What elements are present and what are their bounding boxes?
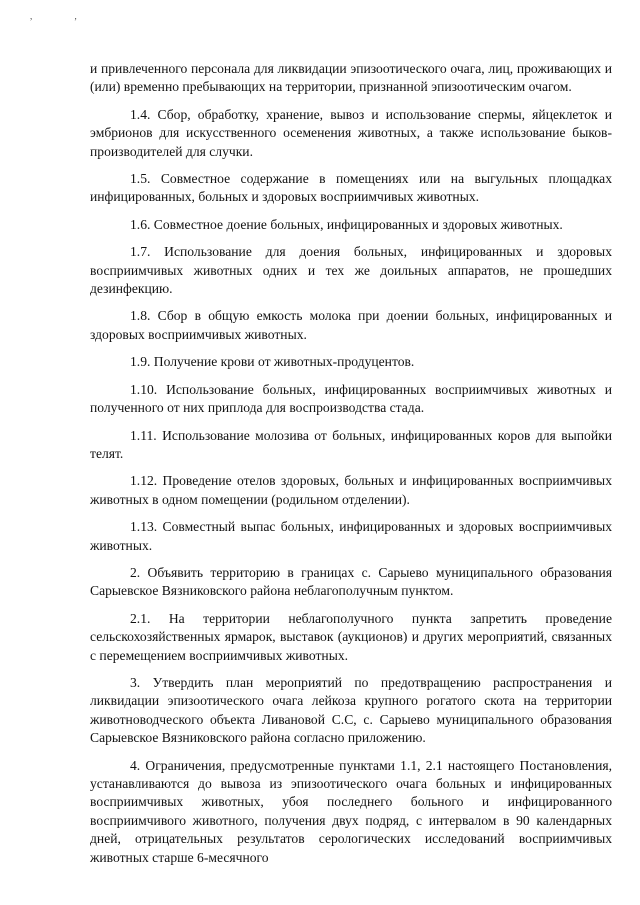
paragraph-1-13: 1.13. Совместный выпас больных, инфицированных и здоровых восприимчивых животных.	[90, 519, 612, 553]
paragraph-1-6: 1.6. Совместное доение больных, инфицированных и здоровых животных.	[130, 216, 563, 232]
paragraph-1-12: 1.12. Проведение отелов здоровых, больных и инфицированных восприимчивых животных в одном помещении (родильном отделении).	[90, 473, 612, 507]
paragraph-1-10: 1.10. Использование больных, инфицированных восприимчивых животных и полученного от них приплода для воспроизводства стада.	[90, 381, 612, 416]
paragraph-1-9: 1.9. Получение крови от животных-продуцентов.	[130, 354, 415, 370]
paragraph-1-11: 1.11. Использование молозива от больных, инфицированных коров для выпойки телят.	[90, 427, 612, 461]
paragraph-1-8: 1.8. Сбор в общую емкость молока при доении больных, инфицированных и здоровых восприимчивых животных.	[90, 308, 612, 342]
scan-marks: , ,	[30, 11, 97, 21]
document-body	[90, 60, 612, 876]
paragraph-3: 3. Утвердить план мероприятий по предотвращению распространения и ликвидации эпизоотического очага лейкоза крупного рогатого скота на территории животноводческого объекта Ливановой С.С, с. Сарыево муниципального образования Сарыевское Вязниковского района согласно приложению.	[90, 674, 612, 746]
paragraph-1-5: 1.5. Совместное содержание в помещениях или на выгульных площадках инфицированных, больных и здоровых восприимчивых животных.	[90, 171, 612, 205]
paragraph-1-4: 1.4. Сбор, обработку, хранение, вывоз и использование спермы, яйцеклеток и эмбрионов для искусственного осеменения животных, а также использование быков-производителей для случки.	[90, 106, 612, 159]
paragraph-2: 2. Объявить территорию в границах с. Сарыево муниципального образования Сарыевское Вязниковского района неблагополучным пунктом.	[90, 564, 612, 599]
paragraph-1-7: 1.7. Использование для доения больных, инфицированных и здоровых восприимчивых животных одних и тех же доильных аппаратов, не прошедших дезинфекцию.	[90, 244, 612, 297]
paragraph-continuation: и привлеченного персонала для ликвидации эпизоотического очага, лиц, проживающих и (или) временно пребывающих на территории, признанной эпизоотическим очагом.	[90, 61, 612, 95]
paragraph-2-1: 2.1. На территории неблагополучного пункта запретить проведение сельскохозяйственных ярмарок, выставок (аукционов) и других мероприятий, связанных с перемещением восприимчивых животных.	[90, 610, 612, 663]
paragraph-4: 4. Ограничения, предусмотренные пунктами 1.1, 2.1 настоящего Постановления, устанавливаются до вывоза из эпизоотического очага больных и инфицированных восприимчивых животных, убоя последнего больного и инфицированного восприимчивого животного, получения двух подряд, с интервалом в 90 календарных дней, отрицательных результатов серологических исследований восприимчивых животных старше 6-месячного	[90, 757, 612, 865]
